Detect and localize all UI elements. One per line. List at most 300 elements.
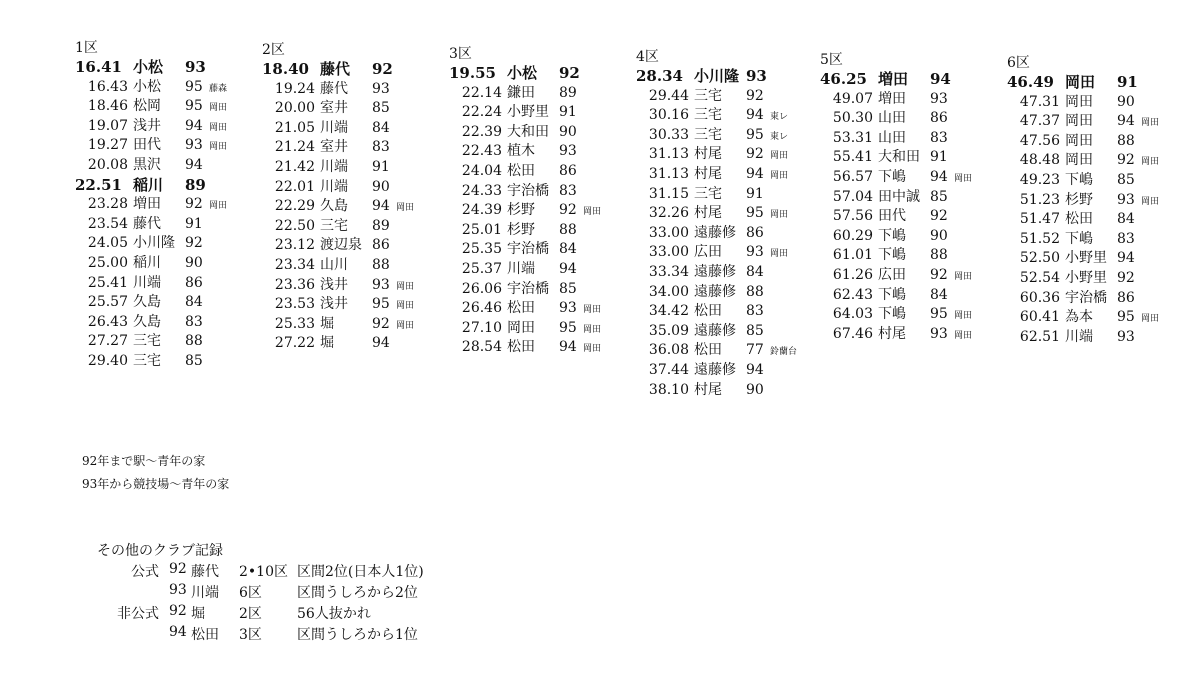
record-row — [449, 101, 624, 121]
record-time: 22.14 — [461, 84, 502, 101]
record-year: 84 — [185, 294, 203, 311]
runner-name: 下嶋 — [878, 306, 906, 323]
runner-name: 下嶋 — [878, 227, 906, 244]
record-year: 94 — [746, 361, 764, 378]
runner-name: 山田 — [878, 129, 906, 146]
record-year: 93 — [559, 300, 577, 317]
runner-name: 遠藤修 — [694, 361, 736, 378]
record-year: 85 — [1117, 171, 1135, 188]
record-year: 89 — [185, 175, 206, 194]
record-name: 堀 — [191, 606, 205, 622]
record-time: 34.42 — [648, 303, 689, 320]
record-year: 93 — [1117, 328, 1135, 345]
record-time: 34.00 — [648, 283, 689, 300]
runner-name: 岡田 — [507, 319, 535, 336]
runner-name: 浅井 — [133, 117, 161, 134]
record-year: 91 — [1117, 73, 1138, 91]
record-note: 岡田 — [396, 301, 415, 312]
runner-name: 下嶋 — [878, 286, 906, 303]
record-year: 93 — [372, 80, 390, 97]
section-title: 2区 — [262, 42, 285, 58]
record-time: 62.43 — [832, 286, 873, 303]
record-time: 55.41 — [832, 149, 873, 166]
record-row — [820, 127, 995, 147]
record-year: 93 — [185, 58, 206, 76]
record-row — [1007, 130, 1181, 150]
runner-name: 広田 — [878, 266, 906, 283]
record-row — [75, 193, 250, 213]
record-year: 94 — [746, 165, 764, 182]
record-row — [820, 166, 995, 186]
record-time: 25.57 — [87, 294, 128, 311]
record-time: 51.47 — [1019, 211, 1060, 228]
record-time: 22.01 — [274, 178, 315, 195]
record-year: 94 — [559, 260, 577, 277]
record-time: 25.35 — [461, 241, 502, 258]
runner-name: 小野里 — [1065, 250, 1107, 267]
record-year: 92 — [185, 235, 203, 252]
record-time: 16.41 — [75, 58, 122, 76]
record-year: 95 — [746, 126, 764, 143]
runner-name: 増田 — [878, 90, 906, 107]
runner-name: 下嶋 — [878, 247, 906, 264]
record-row — [449, 336, 624, 356]
runner-name: 宇治橋 — [507, 182, 549, 199]
runner-name: 三宅 — [694, 107, 722, 124]
runner-name: 松田 — [507, 300, 535, 317]
record-row — [75, 154, 250, 174]
record-row — [449, 140, 624, 160]
record-time: 57.56 — [832, 208, 873, 225]
record-row — [1007, 267, 1181, 287]
record-row — [262, 254, 437, 274]
record-year: 90 — [372, 178, 390, 195]
record-row — [75, 95, 250, 115]
record-time: 16.43 — [87, 78, 128, 95]
record-time: 47.31 — [1019, 93, 1060, 110]
record-row — [449, 121, 624, 141]
runner-name: 久島 — [133, 294, 161, 311]
runner-name: 久島 — [320, 198, 348, 215]
record-kind: 非公式 — [117, 606, 159, 622]
record-row — [1007, 287, 1181, 307]
record-row — [449, 238, 624, 258]
runner-name: 増田 — [878, 70, 909, 88]
runner-name: 為本 — [1065, 309, 1093, 326]
record-note: 岡田 — [583, 305, 602, 316]
record-time: 24.33 — [461, 182, 502, 199]
runner-name: 小川隆 — [694, 67, 740, 85]
record-row — [636, 281, 811, 301]
record-row — [636, 202, 811, 222]
record-row-best — [820, 68, 995, 88]
record-note: 岡田 — [770, 170, 789, 181]
runner-name: 松田 — [694, 342, 722, 359]
runner-name: 川端 — [507, 260, 535, 277]
record-kind: 公式 — [131, 564, 159, 580]
runner-name: 大和田 — [878, 149, 920, 166]
record-time: 51.52 — [1019, 230, 1060, 247]
runner-name: 小野里 — [507, 104, 549, 121]
record-time: 30.33 — [648, 126, 689, 143]
runner-name: 遠藤修 — [694, 224, 736, 241]
record-year: 88 — [746, 283, 764, 300]
section-title: 6区 — [1007, 55, 1030, 71]
record-year: 92 — [372, 60, 393, 78]
record-time: 26.06 — [461, 280, 502, 297]
record-year: 89 — [559, 84, 577, 101]
record-time: 49.23 — [1019, 171, 1060, 188]
record-row-best — [75, 174, 250, 194]
record-row — [636, 300, 811, 320]
runner-name: 久島 — [133, 313, 161, 330]
record-year: 84 — [930, 286, 948, 303]
runner-name: 村尾 — [694, 381, 722, 398]
record-row — [1007, 306, 1181, 326]
record-row-best — [449, 62, 624, 82]
runner-name: 遠藤修 — [694, 322, 736, 339]
record-row — [636, 320, 811, 340]
section-title: 3区 — [449, 46, 472, 62]
runner-name: 田代 — [133, 137, 161, 154]
record-time: 25.37 — [461, 260, 502, 277]
runner-name: 三宅 — [694, 185, 722, 202]
runner-name: 松田 — [507, 339, 535, 356]
record-year: 85 — [746, 322, 764, 339]
record-row — [1007, 169, 1181, 189]
record-year: 93 — [372, 276, 390, 293]
runner-name: 村尾 — [694, 165, 722, 182]
runner-name: 植木 — [507, 143, 535, 160]
record-year: 92 — [1117, 269, 1135, 286]
record-time: 51.23 — [1019, 191, 1060, 208]
record-year: 90 — [185, 254, 203, 271]
record-year: 93 — [185, 137, 203, 154]
record-time: 25.00 — [87, 254, 128, 271]
record-row — [449, 160, 624, 180]
record-year: 95 — [185, 78, 203, 95]
record-note: 岡田 — [954, 311, 973, 322]
record-time: 37.44 — [648, 361, 689, 378]
record-time: 18.40 — [262, 60, 309, 78]
record-time: 21.42 — [274, 158, 315, 175]
record-note: 岡田 — [396, 203, 415, 214]
runner-name: 三宅 — [320, 217, 348, 234]
runner-name: 杉野 — [507, 221, 535, 238]
record-row — [820, 186, 995, 206]
record-time: 19.55 — [449, 64, 496, 82]
record-time: 47.37 — [1019, 113, 1060, 130]
record-year: 83 — [559, 182, 577, 199]
record-row — [449, 278, 624, 298]
record-time: 36.08 — [648, 342, 689, 359]
record-year: 85 — [559, 280, 577, 297]
runner-name: 浅井 — [320, 296, 348, 313]
record-year: 91 — [746, 185, 764, 202]
record-note: 岡田 — [1141, 314, 1160, 325]
record-year: 93 — [746, 67, 767, 85]
record-row — [636, 241, 811, 261]
record-row — [1007, 110, 1181, 130]
runner-name: 岡田 — [1065, 132, 1093, 149]
record-time: 27.27 — [87, 333, 128, 350]
record-time: 52.50 — [1019, 250, 1060, 267]
record-year: 95 — [930, 306, 948, 323]
record-row — [636, 85, 811, 105]
record-time: 28.54 — [461, 339, 502, 356]
record-year: 90 — [930, 227, 948, 244]
record-year: 92 — [559, 202, 577, 219]
record-year: 92 — [372, 315, 390, 332]
record-year: 88 — [372, 256, 390, 273]
record-year: 90 — [746, 381, 764, 398]
runner-name: 川端 — [133, 274, 161, 291]
runner-name: 岡田 — [1065, 73, 1096, 91]
record-year: 83 — [1117, 230, 1135, 247]
record-note: 岡田 — [954, 173, 973, 184]
record-row — [262, 313, 437, 333]
record-time: 26.46 — [461, 300, 502, 317]
record-year: 93 — [1117, 191, 1135, 208]
record-row — [262, 293, 437, 313]
record-note: 岡田 — [209, 122, 228, 133]
record-time: 22.39 — [461, 123, 502, 140]
record-time: 24.39 — [461, 202, 502, 219]
record-time: 20.08 — [87, 156, 128, 173]
record-name: 川端 — [191, 585, 219, 601]
record-time: 61.01 — [832, 247, 873, 264]
record-row — [262, 215, 437, 235]
record-row — [1007, 189, 1181, 209]
record-row — [636, 143, 811, 163]
runner-name: 杉野 — [507, 202, 535, 219]
record-row — [820, 284, 995, 304]
runner-name: 三宅 — [694, 126, 722, 143]
record-time: 67.46 — [832, 325, 873, 342]
record-year: 92 — [746, 146, 764, 163]
record-time: 19.24 — [274, 80, 315, 97]
record-year: 88 — [930, 247, 948, 264]
record-year: 94 — [559, 339, 577, 356]
record-year: 92 — [746, 87, 764, 104]
record-row — [449, 82, 624, 102]
record-row — [820, 88, 995, 108]
record-year: 89 — [372, 217, 390, 234]
runner-name: 松田 — [1065, 211, 1093, 228]
record-year: 94 — [930, 70, 951, 88]
record-year: 90 — [1117, 93, 1135, 110]
record-section: 6区 — [239, 585, 262, 601]
record-time: 53.31 — [832, 129, 873, 146]
record-row — [820, 205, 995, 225]
record-time: 23.53 — [274, 296, 315, 313]
record-row — [820, 244, 995, 264]
record-year: 95 — [185, 98, 203, 115]
record-time: 33.34 — [648, 263, 689, 280]
record-row — [75, 291, 250, 311]
runner-name: 宇治橋 — [1065, 289, 1107, 306]
record-remark: 区間うしろから2位 — [297, 585, 418, 601]
record-year: 86 — [185, 274, 203, 291]
record-note: 岡田 — [209, 142, 228, 153]
record-row — [636, 222, 811, 242]
runner-name: 藤代 — [320, 60, 351, 78]
record-time: 22.24 — [461, 104, 502, 121]
record-row — [262, 117, 437, 137]
runner-name: 山田 — [878, 110, 906, 127]
runner-name: 松岡 — [133, 98, 161, 115]
record-row — [262, 176, 437, 196]
record-year: 86 — [559, 162, 577, 179]
record-row — [75, 330, 250, 350]
record-row-best — [75, 56, 250, 76]
other-record-row — [97, 624, 424, 645]
runner-name: 黒沢 — [133, 156, 161, 173]
record-note: 岡田 — [954, 330, 973, 341]
record-note: 鈴蘭台 — [770, 347, 798, 358]
record-row — [262, 156, 437, 176]
record-row — [75, 350, 250, 370]
record-row — [75, 115, 250, 135]
record-year: 95 — [746, 205, 764, 222]
record-year: 84 — [559, 241, 577, 258]
runner-name: 山川 — [320, 256, 348, 273]
record-time: 25.33 — [274, 315, 315, 332]
record-year: 95 — [559, 319, 577, 336]
record-row — [636, 339, 811, 359]
record-row — [449, 199, 624, 219]
record-note: 岡田 — [770, 210, 789, 221]
record-section: 2区 — [239, 606, 262, 622]
record-year: 94 — [1117, 250, 1135, 267]
record-note: 藤森 — [209, 83, 228, 94]
record-year: 94 — [746, 107, 764, 124]
record-year: 83 — [930, 129, 948, 146]
record-row — [636, 183, 811, 203]
runner-name: 小松 — [133, 78, 161, 95]
record-row — [1007, 326, 1181, 346]
runner-name: 室井 — [320, 139, 348, 156]
record-row — [75, 76, 250, 96]
runner-name: 小松 — [133, 58, 164, 76]
section-title: 5区 — [820, 52, 843, 68]
record-note: 岡田 — [209, 103, 228, 114]
record-time: 33.00 — [648, 244, 689, 261]
runner-name: 松田 — [507, 162, 535, 179]
runner-name: 鎌田 — [507, 84, 535, 101]
record-row — [449, 219, 624, 239]
record-row — [262, 332, 437, 352]
other-record-row — [97, 603, 424, 624]
record-note: 岡田 — [1141, 196, 1160, 207]
runner-name: 川端 — [320, 119, 348, 136]
record-year: 92 — [930, 208, 948, 225]
record-time: 56.57 — [832, 168, 873, 185]
section-1 — [75, 40, 250, 370]
record-note: 岡田 — [583, 207, 602, 218]
runner-name: 村尾 — [694, 205, 722, 222]
record-row — [1007, 228, 1181, 248]
record-year: 85 — [930, 188, 948, 205]
section-title: 1区 — [75, 40, 98, 56]
record-row — [75, 252, 250, 272]
record-row — [262, 97, 437, 117]
note-line: 92年まで駅～青年の家 — [82, 454, 206, 468]
record-time: 35.09 — [648, 322, 689, 339]
record-time: 52.54 — [1019, 269, 1060, 286]
record-time: 19.27 — [87, 137, 128, 154]
other-record-row — [97, 582, 424, 603]
record-note: 岡田 — [396, 281, 415, 292]
record-year: 88 — [185, 333, 203, 350]
record-year: 93 — [169, 582, 187, 598]
record-row — [636, 359, 811, 379]
record-row-best — [262, 58, 437, 78]
record-row — [262, 195, 437, 215]
record-row — [636, 379, 811, 399]
record-time: 23.12 — [274, 237, 315, 254]
record-time: 60.41 — [1019, 309, 1060, 326]
record-time: 60.29 — [832, 227, 873, 244]
record-time: 30.16 — [648, 107, 689, 124]
runner-name: 岡田 — [1065, 93, 1093, 110]
record-year: 83 — [372, 139, 390, 156]
record-year: 86 — [1117, 289, 1135, 306]
record-note: 岡田 — [770, 151, 789, 162]
runner-name: 藤代 — [133, 215, 161, 232]
record-year: 94 — [185, 156, 203, 173]
runner-name: 下嶋 — [878, 168, 906, 185]
record-year: 91 — [930, 149, 948, 166]
runner-name: 遠藤修 — [694, 283, 736, 300]
runner-name: 松田 — [694, 303, 722, 320]
runner-name: 堀 — [320, 315, 334, 332]
runner-name: 小川隆 — [133, 235, 175, 252]
section-title: 4区 — [636, 49, 659, 65]
record-row — [75, 213, 250, 233]
record-time: 23.28 — [87, 196, 128, 213]
record-year: 88 — [559, 221, 577, 238]
record-time: 22.51 — [75, 175, 122, 194]
record-year: 83 — [185, 313, 203, 330]
record-time: 49.07 — [832, 90, 873, 107]
record-name: 藤代 — [191, 564, 219, 580]
runner-name: 稲川 — [133, 175, 164, 194]
record-row — [449, 180, 624, 200]
record-year: 92 — [1117, 152, 1135, 169]
record-time: 29.40 — [87, 352, 128, 369]
record-year: 94 — [1117, 113, 1135, 130]
record-row — [75, 272, 250, 292]
record-time: 57.04 — [832, 188, 873, 205]
record-time: 25.01 — [461, 221, 502, 238]
record-row — [1007, 247, 1181, 267]
runner-name: 川端 — [320, 178, 348, 195]
record-note: 岡田 — [1141, 118, 1160, 129]
record-note: 岡田 — [583, 344, 602, 355]
runner-name: 遠藤修 — [694, 263, 736, 280]
runner-name: 堀 — [320, 335, 334, 352]
record-time: 31.13 — [648, 146, 689, 163]
runner-name: 川端 — [320, 158, 348, 175]
record-time: 28.34 — [636, 67, 683, 85]
record-time: 21.24 — [274, 139, 315, 156]
record-year: 92 — [559, 64, 580, 82]
record-remark: 区間うしろから1位 — [297, 627, 418, 643]
record-row-best — [636, 65, 811, 85]
runner-name: 増田 — [133, 196, 161, 213]
record-year: 86 — [746, 224, 764, 241]
